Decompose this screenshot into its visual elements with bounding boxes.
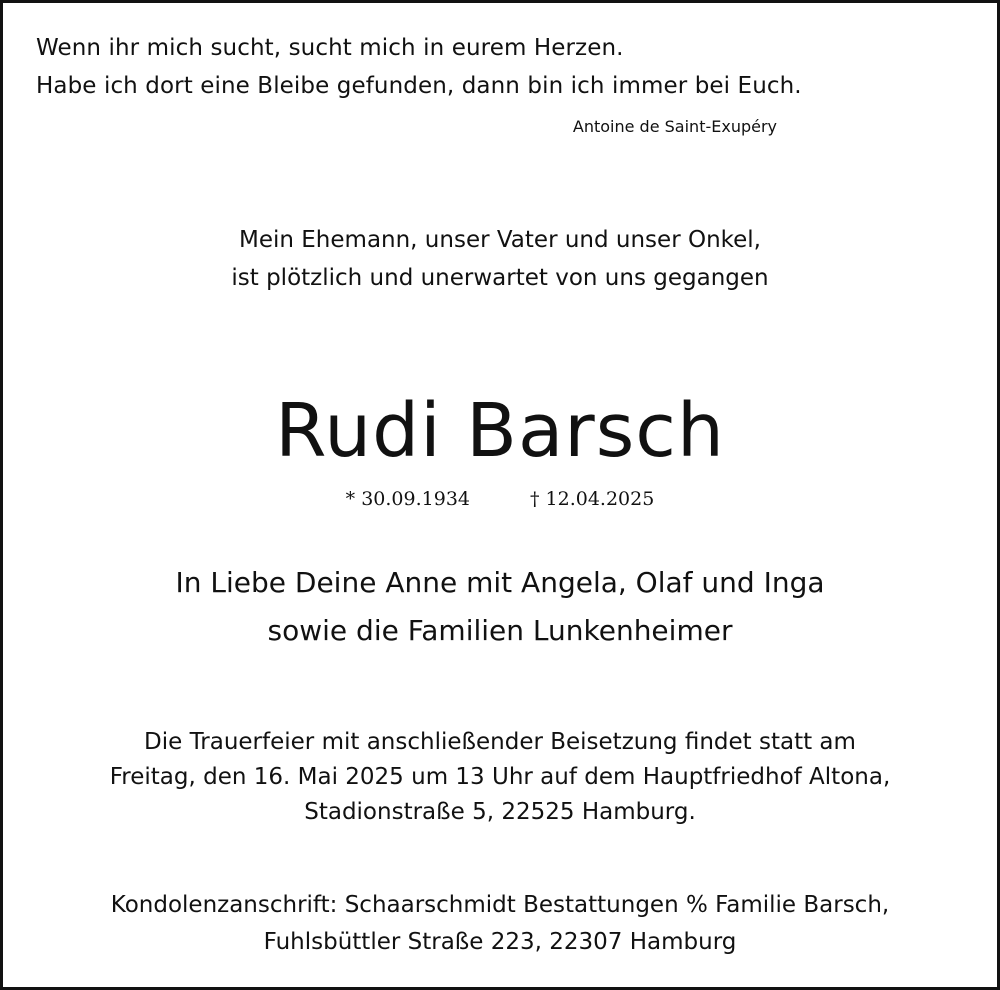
condolence-line-1: Kondolenzanschrift: Schaarschmidt Bestattungen % Familie Barsch,	[110, 892, 890, 918]
service-line-1: Die Trauerfeier mit anschließender Beisetzung findet statt am	[144, 729, 856, 755]
intro-line-1: Mein Ehemann, unser Vater und unser Onkel,	[239, 227, 761, 253]
deceased-name: Rudi Barsch	[275, 388, 725, 474]
mourners-line-2: sowie die Familien Lunkenheimer	[267, 614, 733, 647]
motto-line-2: Habe ich dort eine Bleibe gefunden, dann bin ich immer bei Euch.	[36, 73, 802, 99]
service-line-3: Stadionstraße 5, 22525 Hamburg.	[304, 799, 696, 825]
motto-line-1: Wenn ihr mich sucht, sucht mich in eurem Herzen.	[36, 35, 624, 61]
funeral-service-info	[3, 725, 997, 830]
condolence-line-2: Fuhlsbüttler Straße 223, 22307 Hamburg	[263, 929, 737, 955]
service-line-2: Freitag, den 16. Mai 2025 um 13 Uhr auf dem Hauptfriedhof Altona,	[109, 764, 891, 790]
motto-quote	[36, 29, 802, 105]
mourners-signature	[3, 559, 997, 655]
quote-author: Antoine de Saint-Exupéry	[572, 117, 777, 136]
death-date: † 12.04.2025	[530, 488, 655, 510]
intro-line-2: ist plötzlich und unerwartet von uns gegangen	[231, 265, 769, 291]
life-dates	[3, 485, 997, 513]
birth-date: * 30.09.1934	[345, 488, 470, 510]
condolence-address	[3, 887, 997, 961]
mourners-line-1: In Liebe Deine Anne mit Angela, Olaf und Inga	[175, 566, 825, 599]
intro-text	[3, 221, 997, 297]
